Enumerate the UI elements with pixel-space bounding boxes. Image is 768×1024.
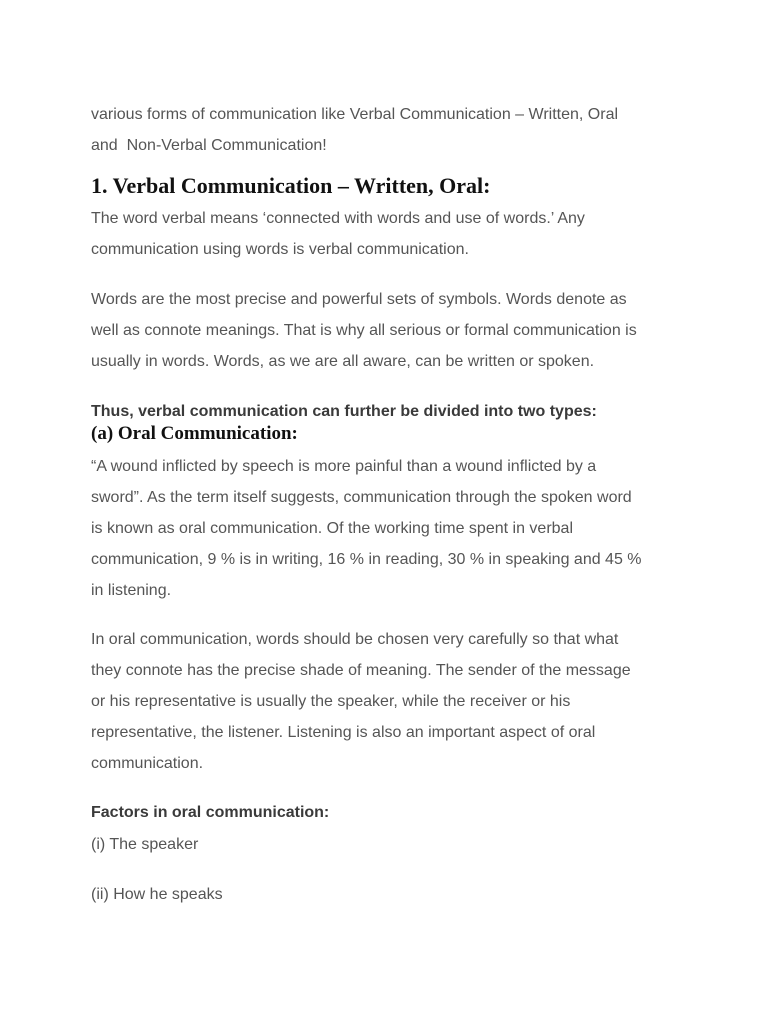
label-two-types: Thus, verbal communication can further be divided into two types: — [91, 403, 597, 420]
factor-item: (i) The speaker — [91, 836, 199, 853]
paragraph-words-precise: Words are the most precise and powerful sets of symbols. Words denote as well as connote meanings. That is why all serious or formal communication is usually in words. Words, as we are all aware, can be written or spoken. — [91, 291, 637, 370]
heading-oral-communication: (a) Oral Communication: — [91, 423, 298, 444]
paragraph-verbal-meaning: The word verbal means ‘connected with words and use of words.’ Any communication using words is verbal communication. — [91, 210, 585, 258]
paragraph-oral-words: In oral communication, words should be chosen very carefully so that what they connote has the precise shade of meaning. The sender of the message or his representative is usually the speaker, while the receiver or his representative, the listener. Listening is also an important aspect of oral communication. — [91, 631, 631, 772]
factor-item: (ii) How he speaks — [91, 886, 223, 903]
intro-paragraph: various forms of communication like Verbal Communication – Written, Oral and Non-Verbal Communication! — [91, 106, 619, 154]
paragraph-wound-quote: “A wound inflicted by speech is more painful than a wound inflicted by a sword”. As the term itself suggests, communication through the spoken word is known as oral communication. Of the working time spent in verbal communication, 9 % is in writing, 16 % in reading, 30 % in speaking and 45 % in listening. — [91, 458, 642, 599]
label-factors: Factors in oral communication: — [91, 804, 330, 821]
heading-verbal-communication: 1. Verbal Communication – Written, Oral: — [91, 173, 491, 198]
